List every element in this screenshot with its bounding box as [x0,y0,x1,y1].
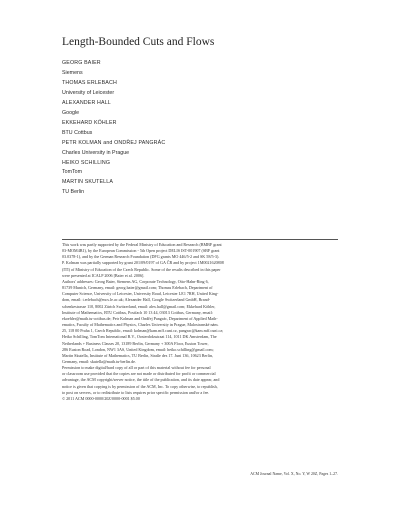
footnote-line: Authors' addresses: Georg Baier, Siemens AG, Corporate Technology, Otto-Hahn-Ring 6, [62,278,209,284]
author-name: GEORG BAIER [62,60,101,66]
author-affiliation: TomTom [62,169,83,176]
footnote-line: © 2011 ACM 0000-0000/20Z/0000-0001 $5.00 [62,395,140,401]
footnote-line: Netherlands + Business Classes 20, 13189 Berlin, Germany + 300A Floor, Euston Tower, [62,340,209,346]
author-affiliation: BTU Cottbus [62,129,93,136]
footnote-line: 81739 Munich, Germany, email: georg.baier@gmail.com; Thomas Erlebach, Department of [62,285,213,291]
author-affiliation: TU Berlin [62,189,85,196]
author-name: ALEXANDER HALL [62,99,111,106]
footnote-line: Institute of Mathematics, BTU Cottbus, Postfach 10 13 44, 03013 Cottbus, Germany, email: [62,309,213,315]
footnote-line: or classroom use provided that the copies are not made or distributed for profit or commercial [62,371,216,377]
footnote-line: 03-MOM4B1), by the European Commission - 5th Open project DELIS IST-001907 (SBF grant [62,248,220,254]
paper-title: Length-Bounded Cuts and Flows [62,36,215,48]
footnote-line: 25, 118 00 Praha 1, Czech Republic, email: kolman@kam.mff.cuni.cz, pangrac@kam.mff.cuni.cz; [62,328,224,334]
author-name: MARTIN SKUTELLA [62,179,114,186]
author-list [62,59,165,198]
footnote-line: 286 Euston Road, London, NW1 3AS, United Kingdom, email: heiko.schilling@gmail.com; [62,346,214,352]
footnote-line: were presented at ICALP 2006 [Baier et al. 2006]. [62,272,145,278]
author-name: HEIKO SCHILLING [62,159,111,166]
footnote-line: to post on servers, or to redistribute to lists requires prior specific permission and/or a fee. [62,389,210,395]
author-affiliation: Google [62,109,80,116]
author-name: THOMAS ERLEBACH [62,79,117,86]
footnote-line: dom, email: t.erlebach@mcs.le.ac.uk; Alexander Hall, Google Switzerland GmbH, Brand- [62,297,211,303]
author-affiliation: University of Leicester [62,89,115,96]
footnote-line: advantage, the ACM copyright/server notice, the title of the publication, and its date appear, and [62,377,220,383]
author-name: EKKEHARD KÖHLER [62,119,117,126]
author-affiliation: Charles University in Prague [62,149,130,156]
footnote-line: P. Kolman was partially supported by grant 201/09/0197 of GA ČR and by project 1M0021620808 [62,260,224,266]
footnote-separator-rule [62,239,338,240]
footnote-line: (ITI) of Ministry of Education of the Czech Republic. Some of the results described in this paper [62,266,221,272]
footnote-line: notice is given that copying is by permission of the ACM, Inc. To copy otherwise, to republish, [62,383,218,389]
footnote-line: Martin Skutella, Institute of Mathematics, TU Berlin, Straße des 17. Juni 136, 10623 Berlin, [62,352,214,358]
footnote-line: ematics, Faculty of Mathematics and Physics, Charles University in Prague, Malostranské nám. [62,322,219,328]
footnote-block [62,242,338,402]
footnote-line: 03.0378-1), and by the German Research Foundation (DFG grants MO 446/5-2 and SK 58/5-3). [62,254,220,260]
footnote-line: schenkestrasse 110, 8002 Zürich Switzerland, email: alex.hall@gmail.com; Ekkehard Köhler, [62,303,216,309]
footnote-line: Computer Science, University of Leicester, University Road, Leicester LE1 7RH, United King- [62,291,219,297]
journal-footer: ACM Journal Name, Vol. X, No. Y, W 20Z, Pages 1–27. [250,472,338,476]
footnote-line: This work was partly supported by the Federal Ministry of Education and Research (BMBF grant [62,242,222,247]
footnote-line: Permission to make digital/hard copy of all or part of this material without fee for personal [62,365,211,371]
footnote-line: ekoehler@math.tu-cottbus.de; Petr Kolman and Ondřej Pangrác, Department of Applied Math- [62,315,218,321]
author-name: PETR KOLMAN and ONDŘEJ PANGRÁC [62,139,166,146]
footnote-line: Germany, email: skutella@math.tu-berlin.de. [62,358,136,364]
author-affiliation: Siemens [62,69,83,76]
footnote-line: Heiko Schilling, TomTom International B.V., Oosterdoksstraat 114, 1011 DK Amsterdam, The [62,334,217,340]
